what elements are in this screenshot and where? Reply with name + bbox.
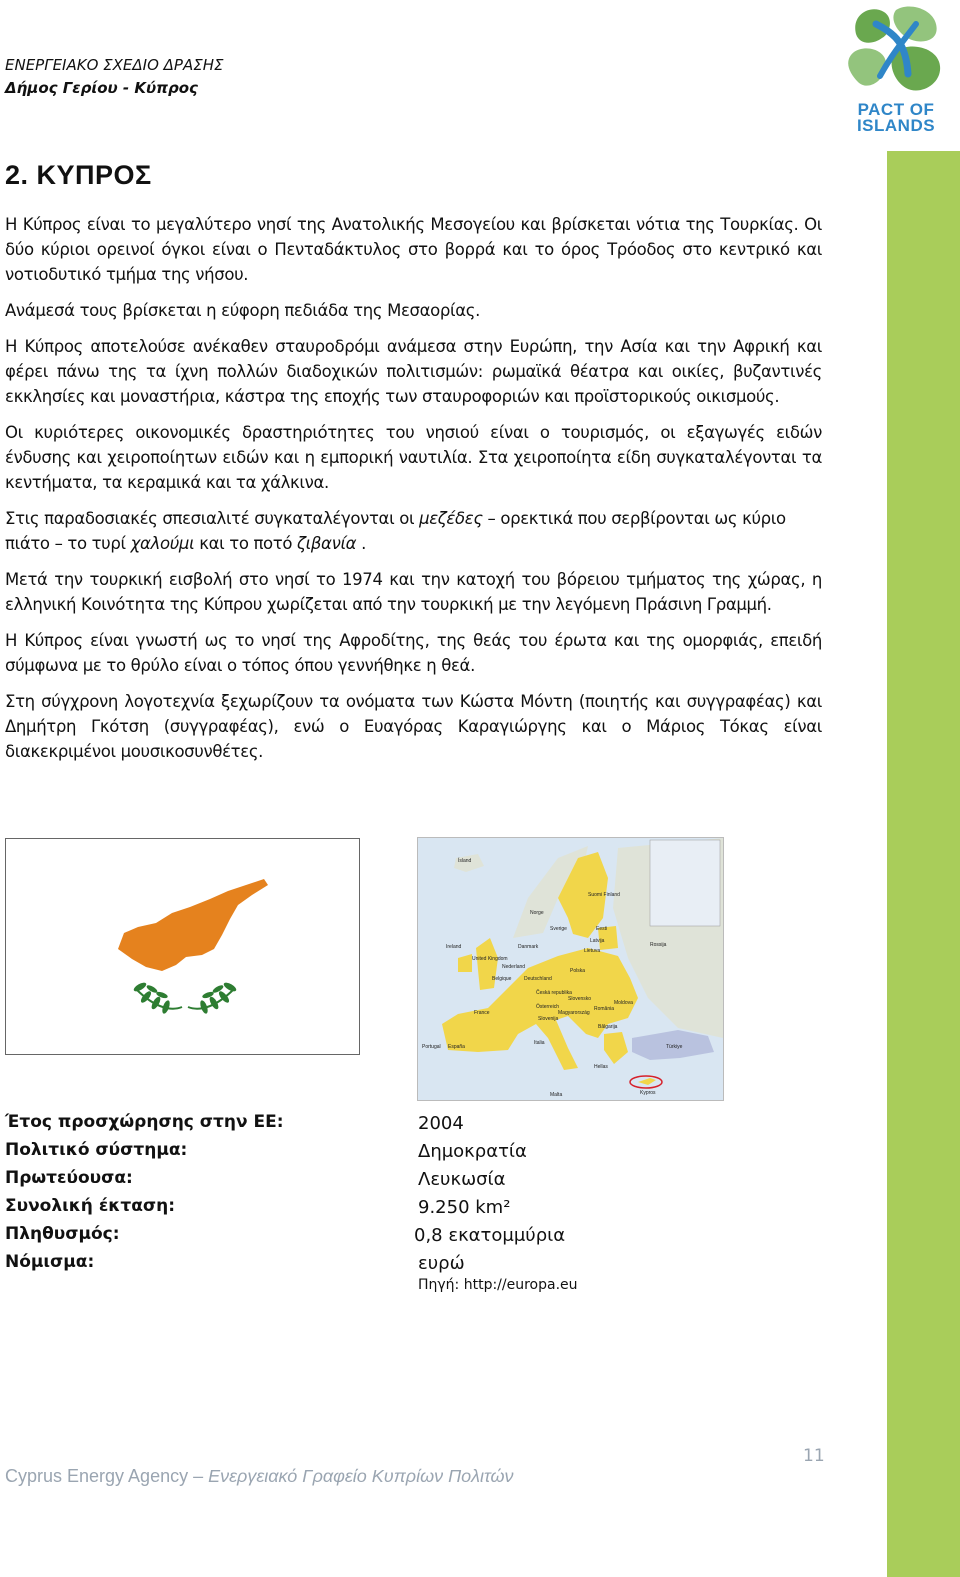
- paragraph: Στη σύγχρονη λογοτεχνία ξεχωρίζουν τα ονόματα των Κώστα Μόντη (ποιητής και συγγραφέας) και Δημήτρη Γκότση (συγγραφέας), ενώ ο Ευαγόρας Καραγιώργης και ο Μάριος Τόκας είναι διακεκριμένοι μουσικοσυνθέτες.: [5, 692, 822, 761]
- map-label: France: [474, 1010, 490, 1016]
- map-label: Nederland: [502, 964, 526, 970]
- map-label: Magyarország: [558, 1010, 590, 1016]
- paragraph: Η Κύπρος αποτελούσε ανέκαθεν σταυροδρόμι ανάμεσα στην Ευρώπη, την Ασία και την Αφρική και φέρει πάνω της τα ίχνη πολλών διαδοχικών πολιτισμών: ρωμαϊκά θέατρα και οικίες, βυζαντινές εκκλησίες και μοναστήρια, κάστρα της εποχής των σταυροφοριών και προϊστορικούς οικισμούς.: [5, 337, 822, 406]
- map-label: Lietuva: [584, 948, 601, 954]
- document-header: [5, 54, 223, 100]
- europe-map-image: [418, 838, 723, 1100]
- fact-label: Πρωτεύουσα:: [5, 1168, 133, 1188]
- footer-org: Cyprus Energy Agency: [5, 1466, 189, 1486]
- map-label: Suomi Finland: [588, 892, 620, 898]
- fact-value: Δημοκρατία: [418, 1141, 527, 1162]
- map-label: România: [594, 1006, 615, 1012]
- footer: [5, 1466, 514, 1487]
- flag-island-shape: [118, 879, 268, 971]
- text-run: και το ποτό: [194, 534, 298, 553]
- map-label: Ireland: [446, 944, 462, 950]
- map-label: Polska: [570, 968, 586, 974]
- fact-value: ευρώ: [418, 1253, 465, 1274]
- paragraph: [5, 506, 822, 556]
- facts-labels: [5, 1108, 284, 1276]
- map-label: Latvija: [590, 938, 605, 944]
- header-line-2: Δήμος Γερίου - Κύπρος: [5, 79, 198, 97]
- fact-label: Πολιτικό σύστημα:: [5, 1140, 188, 1160]
- paragraph: Η Κύπρος είναι γνωστή ως το νησί της Αφροδίτης, της θεάς του έρωτα και της ομορφιάς, επειδή σύμφωνα με το θρύλο είναι ο τόπος όπου γεννήθηκε η θεά.: [5, 631, 822, 675]
- paragraph: Μετά την τουρκική εισβολή στο νησί το 1974 και την κατοχή του βόρειου τμήματος της χώρας, η ελληνική Κοινότητα της Κύπρου χωρίζεται από την τουρκική με την λεγόμενη Πράσινη Γραμμή.: [5, 570, 822, 614]
- text-run: Στις παραδοσιακές σπεσιαλιτέ συγκαταλέγονται οι: [5, 509, 420, 528]
- map-label: Kypros: [640, 1090, 656, 1096]
- map-label: Deutschland: [524, 976, 552, 982]
- italic-term: χαλούμι: [130, 534, 195, 553]
- map-label: Belgique: [492, 976, 512, 982]
- fact-value: 2004: [418, 1113, 464, 1134]
- facts-values: [414, 1110, 566, 1278]
- map-label: Danmark: [518, 944, 539, 950]
- footer-subtitle: Ενεργειακό Γραφείο Κυπρίων Πολιτών: [208, 1466, 514, 1486]
- italic-term: ζιβανία: [297, 534, 357, 553]
- europe-map: [417, 837, 724, 1101]
- map-label: Türkiye: [666, 1044, 683, 1050]
- map-label: United Kingdom: [472, 956, 508, 962]
- pact-of-islands-logo: [846, 4, 946, 140]
- leaves-icon: [846, 4, 946, 100]
- logo-line-1: PACT OF: [857, 100, 935, 119]
- map-label: Ísland: [458, 858, 472, 864]
- text-run: .: [356, 534, 367, 553]
- logo-text: [846, 102, 946, 134]
- map-label: Slovensko: [568, 996, 592, 1002]
- map-label: Moldova: [614, 1000, 633, 1006]
- fact-label: Συνολική έκταση:: [5, 1196, 176, 1216]
- header-line-1: ΕΝΕΡΓΕΙΑΚΟ ΣΧΕΔΙΟ ΔΡΑΣΗΣ: [5, 56, 224, 74]
- olive-branches: [132, 981, 237, 1015]
- page-number: 11: [803, 1446, 825, 1466]
- map-label: Portugal: [422, 1044, 441, 1050]
- map-label: Rossija: [650, 942, 667, 948]
- section-title: 2. ΚΥΠΡΟΣ: [5, 160, 152, 190]
- map-label: Österreich: [536, 1004, 560, 1010]
- map-label: Italia: [534, 1040, 545, 1046]
- map-label: Bălgarija: [598, 1024, 618, 1030]
- paragraph: Ανάμεσά τους βρίσκεται η εύφορη πεδιάδα της Μεσαορίας.: [5, 301, 481, 320]
- map-label: Česká republika: [536, 990, 572, 996]
- map-label: Hellas: [594, 1064, 608, 1070]
- fact-label: Νόμισμα:: [5, 1252, 95, 1272]
- cyprus-flag: [5, 838, 360, 1055]
- italic-term: μεζέδες: [419, 509, 483, 528]
- source-link[interactable]: Πηγή: http://europa.eu: [418, 1277, 578, 1293]
- body-text: [5, 212, 822, 775]
- text-run: – ορεκτικά που σερβίρονται ως κύριο πιάτο – το τυρί: [5, 509, 786, 553]
- paragraph: Η Κύπρος είναι το μεγαλύτερο νησί της Ανατολικής Μεσογείου και βρίσκεται νότια της Τουρκίας. Οι δύο κύριοι ορεινοί όγκοι είναι ο Πενταδάκτυλος στο βορρά και το όρος Τρόοδος στο κεντρικό και νοτιοδυτικό τμήμα της νήσου.: [5, 215, 822, 284]
- fact-label: Έτος προσχώρησης στην ΕΕ:: [5, 1112, 284, 1132]
- map-label: España: [448, 1044, 465, 1050]
- cyprus-flag-image: [6, 839, 359, 1054]
- map-label: Sverige: [550, 926, 567, 932]
- footer-dash: –: [188, 1466, 209, 1486]
- fact-value: 0,8 εκατομμύρια: [414, 1225, 566, 1246]
- map-label: Norge: [530, 910, 544, 916]
- paragraph: Οι κυριότερες οικονομικές δραστηριότητες του νησιού είναι ο τουρισμός, οι εξαγωγές ειδών ένδυσης και χειροποίητων ειδών και η εμπορική ναυτιλία. Στα χειροποίητα είδη συγκαταλέγονται τα κεντήματα, τα κεραμικά και τα χάλκινα.: [5, 423, 822, 492]
- map-label: Eesti: [596, 926, 608, 932]
- logo-line-2: ISLANDS: [856, 116, 936, 135]
- fact-value: 9.250 km²: [418, 1197, 511, 1218]
- side-green-bar: [887, 151, 960, 1577]
- map-label: Slovenija: [538, 1016, 559, 1022]
- fact-value: Λευκωσία: [418, 1169, 506, 1190]
- inset-frame: [650, 840, 720, 926]
- fact-label: Πληθυσμός:: [5, 1224, 120, 1244]
- map-label: Malta: [550, 1092, 563, 1098]
